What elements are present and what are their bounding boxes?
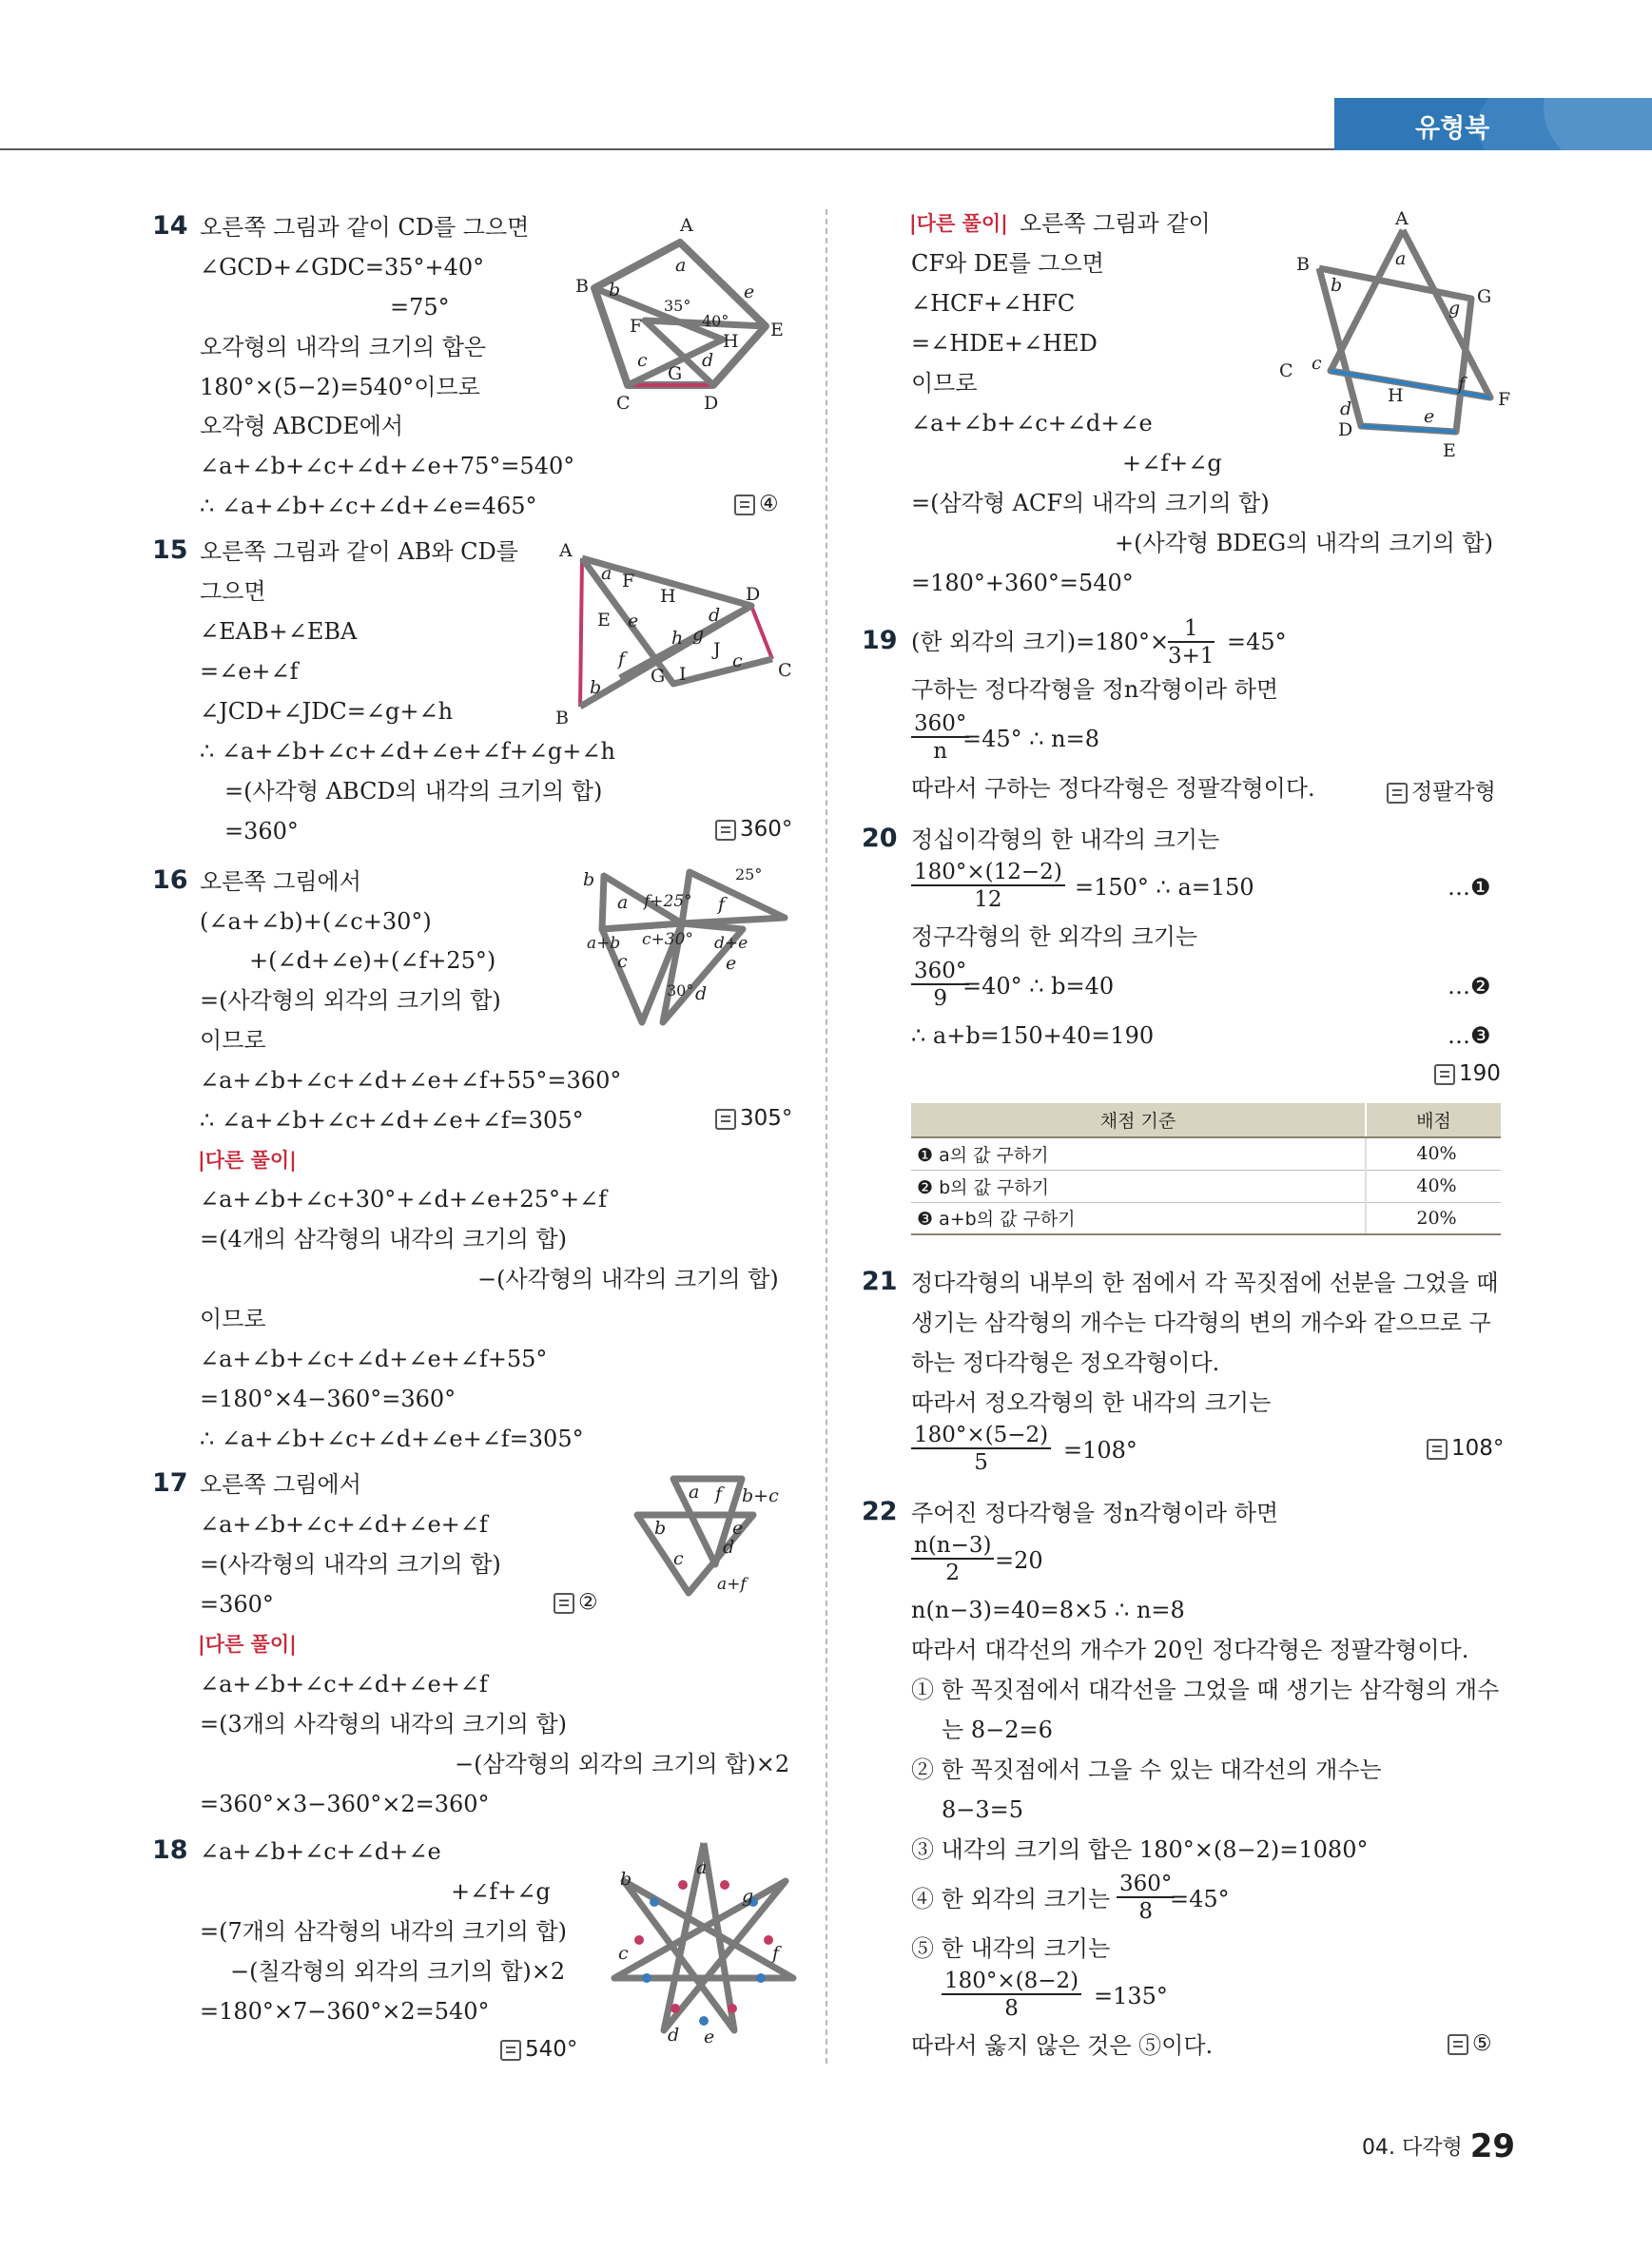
solution-line: (한 외각의 크기)=180°×	[911, 629, 1170, 655]
figure-pentagon	[561, 214, 799, 414]
solution-line: =(사각형 ABCD의 내각의 크기의 합)	[224, 778, 603, 805]
svg-text:a+f: a+f	[717, 1575, 747, 1594]
fraction: $\frac{180^\circ\times(8-2)}{8}$	[942, 1969, 1081, 2021]
problem-number: 21	[862, 1267, 898, 1296]
svg-text:f+25°: f+25°	[644, 892, 692, 911]
svg-text:25°: 25°	[735, 865, 763, 883]
solution-line: ∴ ∠a+∠b+∠c+∠d+∠e+∠f+∠g+∠h	[200, 738, 615, 765]
problem-number: 20	[862, 824, 898, 853]
svg-text:E: E	[1443, 440, 1456, 461]
svg-text:I: I	[679, 664, 687, 685]
solution-line: 8−3=5	[942, 1796, 1024, 1823]
problem-number: 14	[152, 211, 188, 241]
svg-text:D: D	[1338, 419, 1353, 440]
solution-line: =180°×7−360°×2=540°	[200, 1998, 490, 2025]
fraction: $\frac{360^\circ}{n}$	[911, 711, 969, 764]
svg-text:d: d	[709, 605, 721, 626]
svg-text:C: C	[616, 393, 631, 414]
problem-number: 17	[152, 1468, 188, 1498]
solution-line: 따라서 옳지 않은 것은 ⑤이다.	[911, 2032, 1214, 2059]
solution-line: =360°	[224, 818, 299, 844]
answer-icon	[715, 1109, 736, 1130]
svg-text:e: e	[628, 611, 639, 631]
svg-text:B: B	[575, 276, 589, 297]
solution-line: 정구각형의 한 외각의 크기는	[911, 923, 1198, 950]
solution-line: ∠a+∠b+∠c+∠d+∠e+∠f+55°	[200, 1346, 548, 1372]
fig-label: A	[680, 215, 693, 236]
svg-text:E: E	[770, 320, 784, 340]
solution-line: =(3개의 사각형의 내각의 크기의 합)	[200, 1711, 568, 1737]
svg-text:a: a	[689, 1482, 700, 1503]
solution-line: ∠a+∠b+∠c+∠d+∠e+∠f	[200, 1671, 488, 1698]
solution-line: 이므로	[200, 1027, 266, 1054]
solution-line: 따라서 정오각형의 한 내각의 크기는	[911, 1389, 1272, 1416]
svg-text:f: f	[772, 1943, 780, 1964]
solution-line: =180°×4−360°=360°	[200, 1386, 457, 1412]
svg-text:c: c	[1312, 353, 1322, 374]
figure-triangles-17	[628, 1469, 799, 1602]
solution-line: 오른쪽 그림과 같이 AB와 CD를	[200, 538, 518, 565]
svg-text:d: d	[723, 1537, 735, 1558]
svg-text:b: b	[654, 1518, 667, 1539]
svg-text:c: c	[618, 1943, 629, 1964]
svg-text:c: c	[617, 951, 628, 972]
solution-line: ∠a+∠b+∠c+∠d+∠e	[911, 410, 1153, 437]
svg-text:c: c	[637, 350, 648, 371]
solution-line: ⑤ 한 내각의 크기는	[911, 1935, 1111, 1962]
solution-line: ∠EAB+∠EBA	[200, 618, 358, 645]
solution-line: +(∠d+∠e)+(∠f+25°)	[249, 947, 496, 974]
svg-text:H: H	[660, 586, 676, 607]
svg-text:F: F	[622, 571, 635, 592]
solution-line: +∠f+∠g	[451, 1878, 551, 1905]
answer-mark: 정팔각형	[1387, 774, 1496, 805]
svg-text:b: b	[609, 280, 621, 301]
solution-line: ∠a+∠b+∠c+∠d+∠e	[200, 1838, 441, 1865]
figure-star-quad	[552, 537, 799, 728]
solution-line: ∠GCD+∠GDC=35°+40°	[200, 254, 485, 281]
svg-text:H: H	[1388, 385, 1404, 406]
solution-line: =360°×3−360°×2=360°	[200, 1791, 490, 1817]
header-tab	[1334, 98, 1652, 150]
svg-text:G: G	[668, 363, 683, 384]
answer-icon	[1427, 1439, 1448, 1460]
solution-line: 오른쪽 그림에서	[200, 1471, 361, 1498]
table-row	[911, 1170, 1501, 1202]
solution-line: 는 8−2=6	[942, 1717, 1053, 1743]
svg-text:30°: 30°	[667, 981, 694, 999]
svg-text:e: e	[726, 953, 737, 974]
svg-text:h: h	[671, 628, 684, 649]
svg-text:g: g	[692, 624, 705, 645]
svg-text:e: e	[704, 2027, 715, 2045]
figure-heptagram	[609, 1835, 799, 2045]
svg-text:d: d	[702, 350, 714, 371]
solution-line: ∠a+∠b+∠c+30°+∠d+∠e+25°+∠f	[200, 1186, 608, 1213]
solution-line: =180°+360°=540°	[911, 570, 1134, 596]
figure-triangles-16	[575, 861, 799, 1032]
svg-text:d: d	[695, 983, 708, 1004]
solution-line: 따라서 구하는 정다각형은 정팔각형이다.	[911, 775, 1315, 802]
svg-text:a: a	[675, 255, 687, 276]
solution-line: =150° ∴ a=150	[1075, 874, 1254, 901]
table-cell: ❸ a+b의 값 구하기	[911, 1202, 1366, 1234]
svg-text:G: G	[651, 666, 666, 687]
svg-text:A: A	[559, 540, 573, 561]
solution-line: 구하는 정다각형을 정n각형이라 하면	[911, 676, 1279, 703]
svg-text:d: d	[668, 2025, 680, 2045]
answer-mark: 190	[1434, 1061, 1501, 1086]
svg-text:b+c: b+c	[742, 1485, 779, 1506]
table-row	[911, 1137, 1501, 1170]
solution-line: ∠HCF+∠HFC	[911, 290, 1076, 317]
solution-line: 따라서 대각선의 개수가 20인 정다각형은 정팔각형이다.	[911, 1637, 1469, 1663]
answer-mark: 360°	[715, 817, 792, 842]
answer-icon	[734, 495, 755, 515]
table-row	[911, 1202, 1501, 1234]
answer-icon	[554, 1593, 574, 1614]
solution-line: −(칠각형의 외각의 크기의 합)×2	[230, 1958, 566, 1985]
solution-line: ∴ ∠a+∠b+∠c+∠d+∠e+∠f=305°	[200, 1426, 584, 1452]
solution-line: 오른쪽 그림과 같이 CD를 그으면	[200, 214, 530, 241]
solution-line: 이므로	[200, 1306, 266, 1332]
solution-line: =45°	[1170, 1886, 1230, 1912]
solution-line: =108°	[1063, 1437, 1137, 1464]
svg-text:40°: 40°	[702, 312, 729, 330]
svg-text:J: J	[713, 639, 721, 660]
page-number: 29	[1469, 2127, 1516, 2165]
answer-mark: 540°	[500, 2037, 577, 2062]
solution-line: 오각형 ABCDE에서	[200, 413, 404, 439]
solution-line: +∠f+∠g	[1122, 450, 1222, 476]
fraction: $\frac{360^\circ}{9}$	[911, 959, 969, 1011]
svg-text:D: D	[746, 584, 761, 605]
svg-text:a+b: a+b	[587, 934, 621, 953]
fraction: $\frac{360^\circ}{8}$	[1117, 1872, 1175, 1924]
table-header: 채점 기준	[911, 1103, 1366, 1137]
solution-line: 이므로	[911, 370, 978, 397]
svg-text:e: e	[1424, 406, 1435, 427]
svg-text:b: b	[620, 1869, 632, 1890]
table-cell: 20%	[1366, 1202, 1501, 1234]
svg-text:c: c	[673, 1548, 684, 1569]
svg-text:a: a	[601, 563, 612, 584]
problem-number: 16	[152, 865, 188, 895]
svg-text:g: g	[1448, 298, 1461, 319]
problem-number: 19	[862, 626, 898, 655]
solution-line: 생기는 삼각형의 개수는 다각형의 변의 개수와 같으므로 구	[911, 1310, 1491, 1336]
answer-mark: 108°	[1427, 1436, 1504, 1461]
solution-line: 정십이각형의 한 내각의 크기는	[911, 826, 1220, 853]
svg-text:d: d	[1340, 398, 1352, 419]
svg-text:a: a	[1395, 248, 1407, 269]
solution-line: −(삼각형의 외각의 크기의 합)×2	[455, 1751, 790, 1777]
solution-line: ∠JCD+∠JDC=∠g+∠h	[200, 698, 454, 725]
step-marker: …❷	[1448, 973, 1491, 999]
fraction: $\frac{180^\circ\times(12-2)}{12}$	[911, 860, 1065, 912]
solution-line: ∴ ∠a+∠b+∠c+∠d+∠e=465°	[200, 493, 537, 519]
figure-heptagram-alt	[1270, 211, 1517, 468]
svg-text:c: c	[732, 650, 743, 671]
answer-mark: ④	[734, 492, 779, 516]
svg-text:f: f	[718, 894, 726, 915]
column-divider	[826, 209, 827, 2064]
solution-line: 하는 정다각형은 정오각형이다.	[911, 1349, 1220, 1376]
problem-number: 15	[152, 535, 188, 565]
solution-line: 오른쪽 그림과 같이	[1020, 210, 1211, 237]
solution-line: 그으면	[200, 578, 266, 605]
solution-line: 180°×(5−2)=540°이므로	[200, 374, 480, 400]
answer-icon	[500, 2040, 521, 2061]
table-cell: 40%	[1366, 1137, 1501, 1170]
solution-line: =45° ∴ n=8	[962, 726, 1100, 752]
solution-line: ∴ ∠a+∠b+∠c+∠d+∠e+∠f=305°	[200, 1107, 584, 1134]
svg-text:b: b	[583, 869, 595, 890]
svg-text:A: A	[1395, 211, 1409, 229]
solution-line: =(삼각형 ACF의 내각의 크기의 합)	[911, 490, 1270, 516]
svg-text:H: H	[723, 331, 739, 352]
svg-text:F: F	[630, 316, 643, 337]
answer-mark: 305°	[715, 1106, 792, 1131]
svg-text:B: B	[555, 708, 569, 728]
svg-text:D: D	[704, 393, 719, 414]
solution-line: =75°	[390, 294, 450, 320]
answer-icon	[1448, 2034, 1468, 2055]
answer-icon	[715, 820, 736, 841]
alt-solution-label: |다른 풀이|	[198, 1149, 297, 1172]
solution-line: CF와 DE를 그으면	[911, 250, 1104, 277]
solution-line: +(사각형 BDEG의 내각의 크기의 합)	[1115, 530, 1493, 556]
svg-text:f: f	[1458, 374, 1466, 395]
alt-solution-label: |다른 풀이|	[198, 1633, 297, 1656]
svg-text:35°: 35°	[664, 297, 691, 315]
answer-mark: ⑤	[1448, 2031, 1492, 2056]
solution-line: (∠a+∠b)+(∠c+30°)	[200, 908, 432, 935]
problem-number: 22	[862, 1497, 898, 1526]
svg-text:c+30°: c+30°	[642, 930, 693, 949]
svg-text:a: a	[696, 1857, 708, 1878]
solution-line: ④ 한 외각의 크기는	[911, 1886, 1111, 1912]
fraction: $\frac{1}{3+1}$	[1168, 616, 1215, 669]
solution-line: 주어진 정다각형을 정n각형이라 하면	[911, 1500, 1279, 1526]
solution-line: =∠e+∠f	[200, 658, 299, 685]
solution-line: =(7개의 삼각형의 내각의 크기의 합)	[200, 1918, 568, 1945]
table-header-row	[911, 1103, 1501, 1137]
svg-text:G: G	[1477, 286, 1492, 307]
svg-text:e: e	[744, 281, 755, 302]
header-tab-label: 유형북	[1415, 114, 1490, 144]
solution-line: ∠a+∠b+∠c+∠d+∠e+∠f+55°=360°	[200, 1067, 622, 1094]
table-cell: ❶ a의 값 구하기	[911, 1137, 1366, 1170]
solution-line: =40° ∴ b=40	[962, 973, 1115, 999]
step-marker: …❶	[1448, 874, 1491, 901]
fraction: $\frac{180^\circ\times(5-2)}{5}$	[911, 1423, 1051, 1475]
solution-line: ③ 내각의 크기의 합은 180°×(8−2)=1080°	[911, 1836, 1369, 1863]
alt-solution-label: |다른 풀이|	[909, 212, 1008, 235]
solution-line: ② 한 꼭짓점에서 그을 수 있는 대각선의 개수는	[911, 1756, 1382, 1783]
svg-text:C: C	[1279, 360, 1293, 381]
solution-line: =(사각형의 외각의 크기의 합)	[200, 987, 501, 1014]
solution-line: =(사각형의 내각의 크기의 합)	[200, 1551, 501, 1578]
solution-line: =360°	[200, 1591, 274, 1618]
solution-line: ∴ a+b=150+40=190	[911, 1022, 1155, 1049]
svg-text:b: b	[590, 677, 602, 698]
solution-line: −(사각형의 내각의 크기의 합)	[477, 1266, 779, 1292]
solution-line: =45°	[1227, 629, 1287, 655]
scoring-table	[911, 1103, 1501, 1235]
answer-icon	[1387, 783, 1408, 804]
solution-line: ∠a+∠b+∠c+∠d+∠e+∠f	[200, 1511, 488, 1538]
svg-text:e: e	[732, 1518, 744, 1539]
svg-text:C: C	[778, 660, 792, 681]
solution-line: =20	[995, 1547, 1043, 1574]
table-cell: 40%	[1366, 1170, 1501, 1202]
solution-line: ∠a+∠b+∠c+∠d+∠e+75°=540°	[200, 453, 575, 479]
svg-text:F: F	[1498, 389, 1511, 410]
page-footer	[1362, 2127, 1515, 2165]
solution-line: =∠HDE+∠HED	[911, 330, 1098, 357]
solution-line: ① 한 꼭짓점에서 대각선을 그었을 때 생기는 삼각형의 개수	[911, 1677, 1500, 1703]
answer-mark: ②	[554, 1590, 598, 1615]
chapter-label: 04. 다각형	[1362, 2136, 1463, 2160]
solution-line: =(4개의 삼각형의 내각의 크기의 합)	[200, 1226, 568, 1252]
table-header: 배점	[1366, 1103, 1501, 1137]
svg-text:g: g	[742, 1886, 754, 1907]
solution-line: 오른쪽 그림에서	[200, 868, 361, 895]
solution-line: 정다각형의 내부의 한 점에서 각 꼭짓점에 선분을 그었을 때	[911, 1270, 1499, 1296]
table-cell: ❷ b의 값 구하기	[911, 1170, 1366, 1202]
svg-text:f: f	[715, 1484, 723, 1504]
svg-text:b: b	[1331, 275, 1343, 296]
step-marker: …❸	[1448, 1022, 1491, 1049]
answer-icon	[1434, 1064, 1455, 1085]
fraction: $\frac{n(n-3)}{2}$	[911, 1533, 994, 1585]
problem-number: 18	[152, 1835, 188, 1865]
solution-line: 오각형의 내각의 크기의 합은	[200, 334, 487, 360]
svg-text:a: a	[617, 892, 629, 913]
svg-text:E: E	[597, 610, 611, 631]
solution-line: n(n−3)=40=8×5 ∴ n=8	[911, 1597, 1185, 1623]
svg-text:B: B	[1296, 254, 1310, 275]
svg-text:d+e: d+e	[714, 934, 748, 953]
svg-text:f: f	[618, 649, 626, 669]
solution-line: =135°	[1094, 1983, 1168, 2009]
